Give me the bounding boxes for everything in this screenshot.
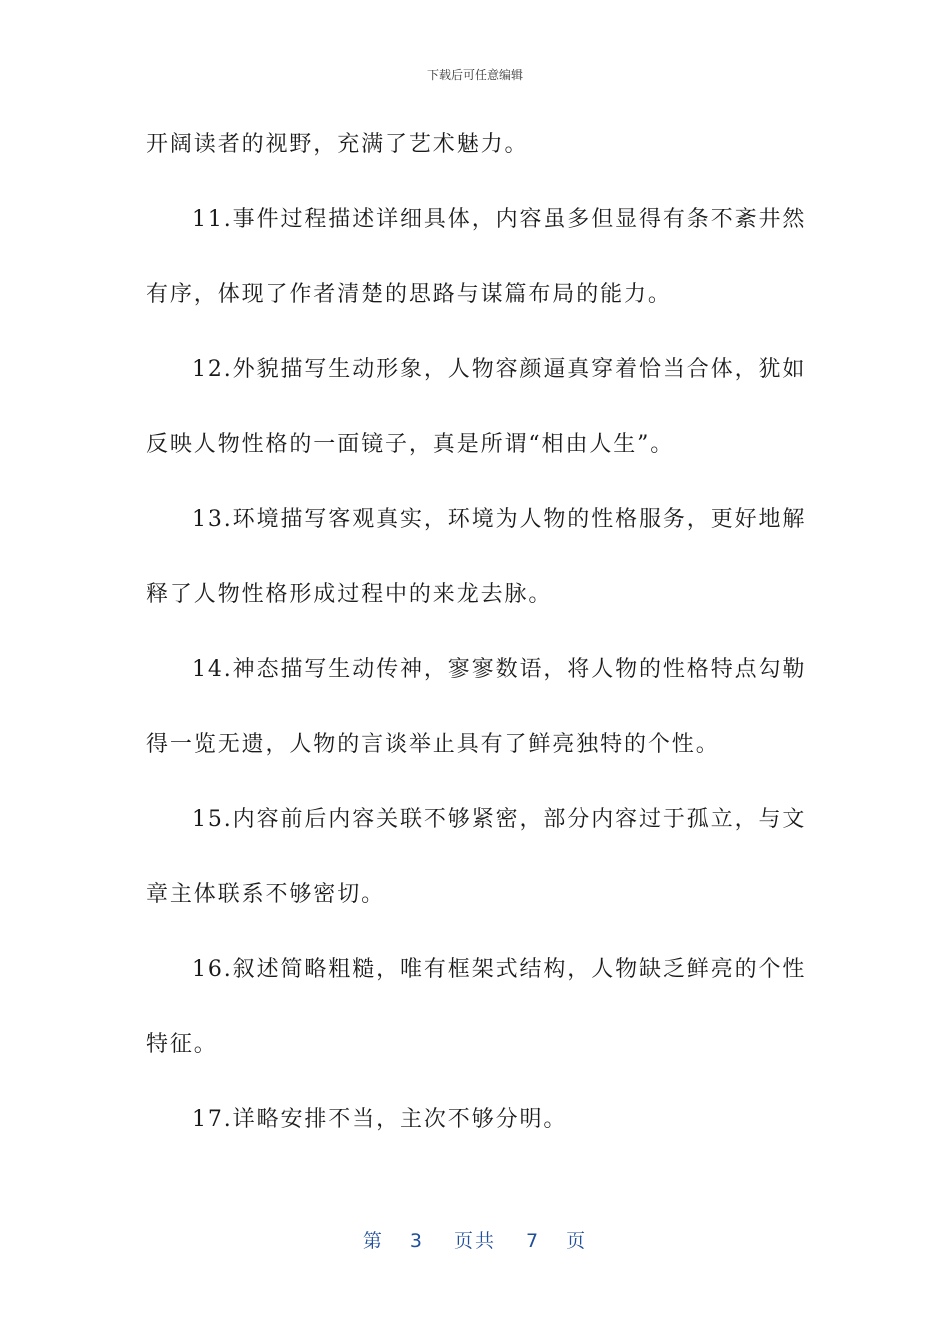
text-line: 特征。 — [146, 1032, 218, 1057]
header-note: 下载后可任意编辑 — [426, 68, 523, 82]
text-line: 17.详略安排不当，主次不够分明。 — [192, 1107, 568, 1132]
total-pages-number: 7 — [526, 1230, 541, 1252]
current-page-number: 3 — [409, 1230, 424, 1252]
text-line: 反映人物性格的一面镜子，真是所谓“相由人生”。 — [146, 432, 675, 457]
text-line: 15.内容前后内容关联不够紧密，部分内容过于孤立，与文 — [192, 807, 807, 832]
text-line: 释了人物性格形成过程中的来龙去脉。 — [146, 582, 553, 607]
text-line: 得一览无遗，人物的言谈举止具有了鲜亮独特的个性。 — [146, 732, 720, 757]
text-line: 章主体联系不够密切。 — [146, 882, 386, 907]
page-footer — [0, 1226, 950, 1253]
text-line: 12.外貌描写生动形象，人物容颜逼真穿着恰当合体，犹如 — [192, 357, 807, 382]
text-line: 16.叙述简略粗糙，唯有框架式结构，人物缺乏鲜亮的个性 — [192, 957, 807, 982]
text-line: 11.事件过程描述详细具体，内容虽多但显得有条不紊井然 — [192, 207, 807, 232]
document-body — [146, 124, 806, 1174]
footer-prefix: 第 — [362, 1230, 384, 1252]
text-line: 开阔读者的视野，充满了艺术魅力。 — [146, 132, 529, 157]
text-line: 有序，体现了作者清楚的思路与谋篇布局的能力。 — [146, 282, 672, 307]
text-line: 13.环境描写客观真实，环境为人物的性格服务，更好地解 — [192, 507, 807, 532]
footer-middle: 页共 — [453, 1230, 496, 1252]
text-line: 14.神态描写生动传神，寥寥数语，将人物的性格特点勾勒 — [192, 657, 807, 682]
footer-suffix: 页 — [566, 1230, 588, 1252]
